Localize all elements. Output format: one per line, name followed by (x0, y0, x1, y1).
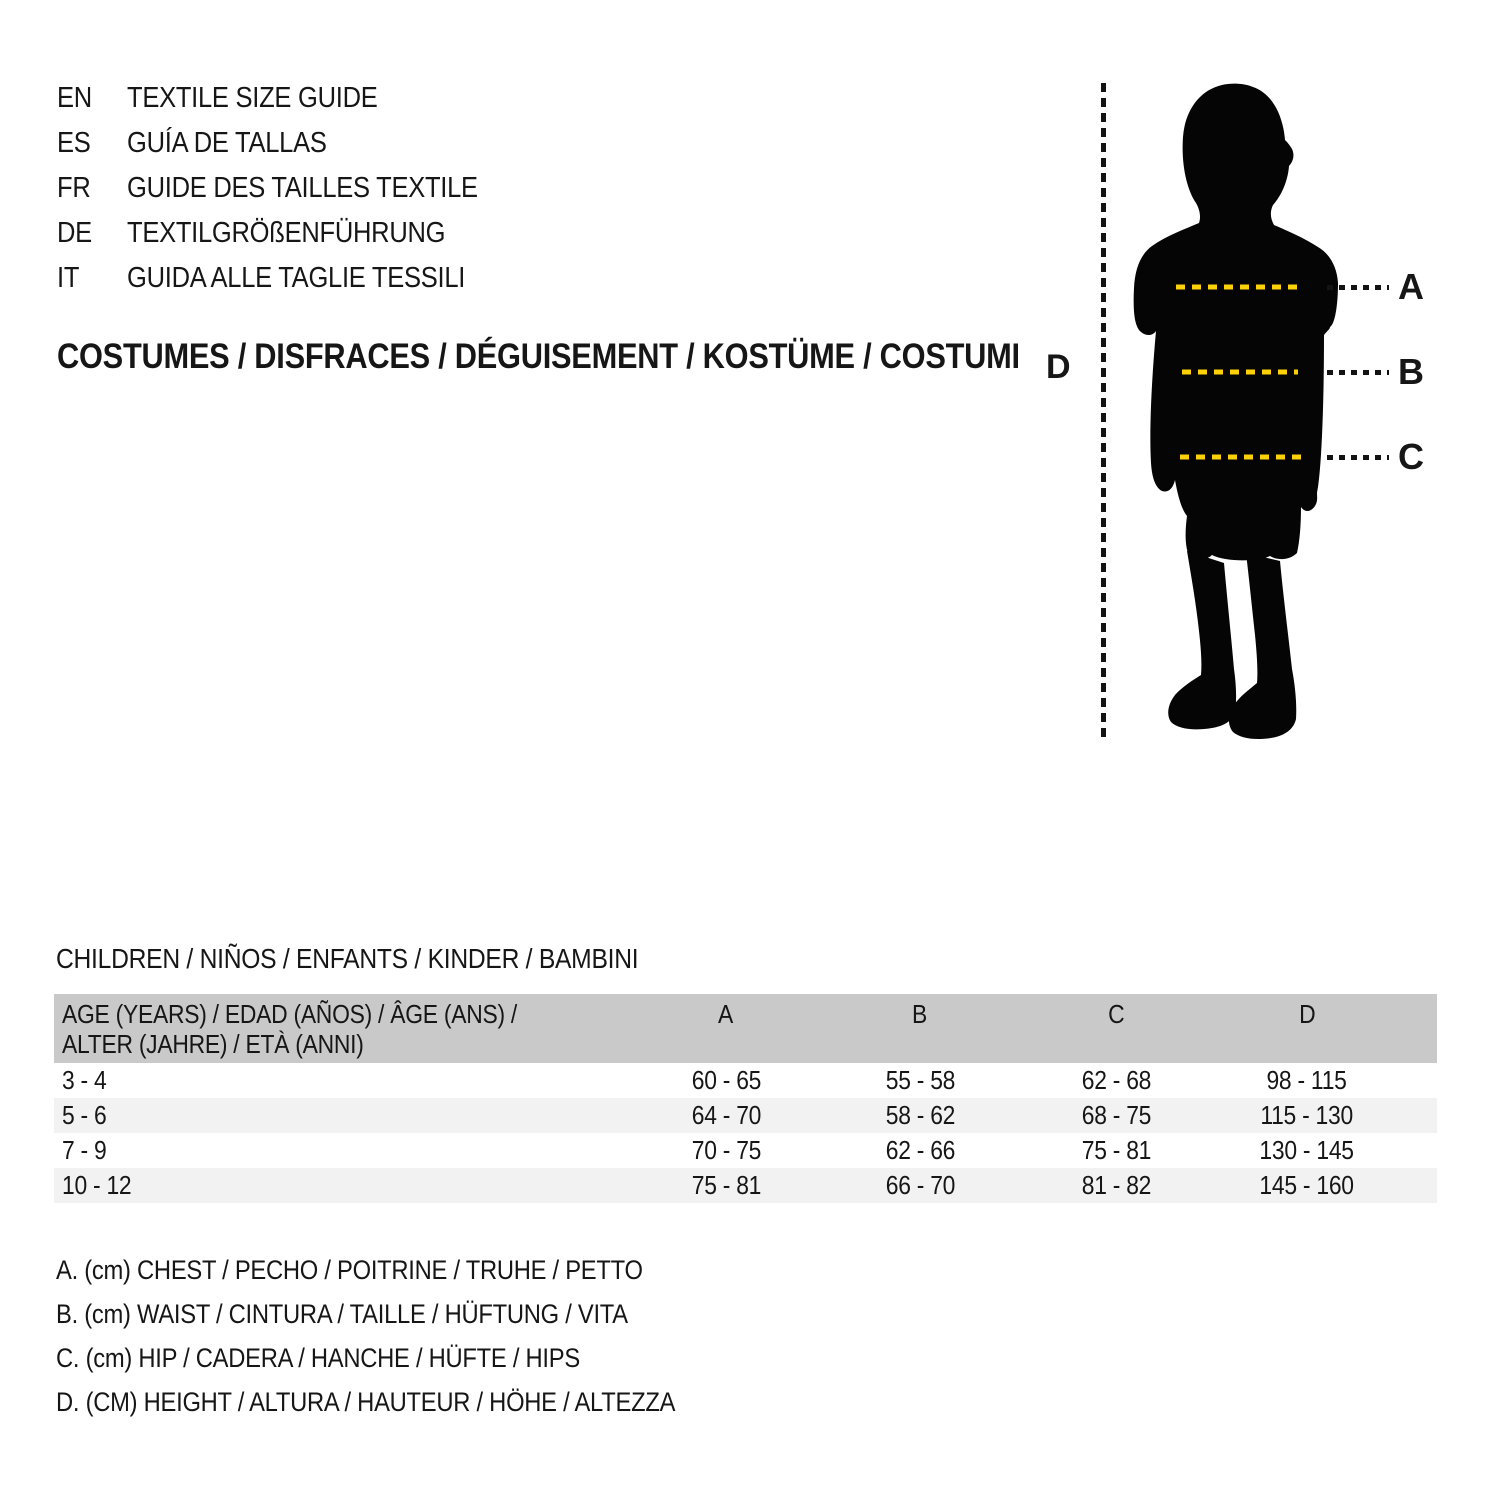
cell-chest (667, 1063, 785, 1098)
header-col-d-text: D (1298, 999, 1316, 1029)
cell-waist (785, 1133, 1055, 1168)
cell-hip-text: 68 - 75 (1081, 1100, 1151, 1130)
cell-chest-text: 60 - 65 (691, 1065, 761, 1095)
category-title (57, 337, 1151, 377)
language-label: GUIDE DES TAILLES TEXTILE (127, 172, 478, 204)
measure-label-a-text: A (1398, 266, 1424, 307)
language-label: TEXTILE SIZE GUIDE (127, 82, 378, 114)
language-code-text: DE (57, 217, 92, 249)
language-label: GUIDA ALLE TAGLIE TESSILI (127, 262, 466, 294)
cell-chest (667, 1133, 785, 1168)
category-title-text: COSTUMES / DISFRACES / DÉGUISEMENT / KOSTÜME / COSTUMI (57, 337, 1020, 376)
language-row-fr (57, 166, 526, 211)
header-col-c (1055, 994, 1177, 1063)
table-row-10-12 (54, 1168, 1437, 1203)
cell-hip-text: 62 - 68 (1081, 1065, 1151, 1095)
language-code (57, 211, 127, 256)
measure-connector-b (1327, 370, 1389, 375)
legend-line-hip (56, 1336, 760, 1380)
silhouette-left-leg (1168, 551, 1236, 729)
legend-line-height (56, 1380, 760, 1424)
legend-line-height-text: D. (CM) HEIGHT / ALTURA / HAUTEUR / HÖHE / ALTEZZA (56, 1387, 676, 1417)
legend-line-chest-text: A. (cm) CHEST / PECHO / POITRINE / TRUHE / PETTO (56, 1255, 643, 1285)
cell-waist-text: 55 - 58 (885, 1065, 955, 1095)
legend-line-waist-text: B. (cm) WAIST / CINTURA / TAILLE / HÜFTUNG / VITA (56, 1299, 628, 1329)
language-row-de (57, 211, 526, 256)
header-col-b (785, 994, 1055, 1063)
cell-height-text: 98 - 115 (1266, 1065, 1348, 1095)
language-row-es (57, 121, 526, 166)
header-col-a (667, 994, 785, 1063)
cell-waist-text: 58 - 62 (885, 1100, 955, 1130)
header-col-a-text: A (718, 999, 734, 1029)
cell-age-text: 7 - 9 (62, 1135, 107, 1165)
language-code-text: IT (57, 262, 80, 294)
header-col-c-text: C (1107, 999, 1125, 1029)
cell-chest (667, 1098, 785, 1133)
cell-chest-text: 75 - 81 (691, 1170, 761, 1200)
child-silhouette (1090, 83, 1410, 743)
header-age-line2: ALTER (JAHRE) / ETÀ (ANNI) (62, 1029, 364, 1059)
cell-height (1177, 1133, 1437, 1168)
silhouette-right-leg (1229, 553, 1296, 739)
language-code-text: ES (57, 127, 91, 159)
cell-age (54, 1168, 667, 1203)
cell-waist (785, 1168, 1055, 1203)
language-code-text: FR (57, 172, 91, 204)
measure-label-b-text: B (1398, 351, 1424, 392)
cell-height (1177, 1063, 1437, 1098)
cell-height (1177, 1098, 1437, 1133)
cell-age-text: 3 - 4 (62, 1065, 107, 1095)
legend-line-waist (56, 1292, 760, 1336)
measure-label-c (1398, 436, 1424, 478)
cell-age-text: 5 - 6 (62, 1100, 107, 1130)
language-row-en (57, 76, 526, 121)
language-code (57, 76, 127, 121)
legend-line-hip-text: C. (cm) HIP / CADERA / HANCHE / HÜFTE / HIPS (56, 1343, 580, 1373)
header-col-b-text: B (912, 999, 928, 1029)
language-code (57, 166, 127, 211)
header-age-label (54, 994, 667, 1063)
cell-age-text: 10 - 12 (62, 1170, 132, 1200)
cell-chest-text: 64 - 70 (691, 1100, 761, 1130)
height-label-d (1046, 348, 1071, 387)
language-code (57, 256, 127, 301)
size-table (54, 994, 1437, 1203)
language-label: GUÍA DE TALLAS (127, 127, 327, 159)
cell-hip (1055, 1063, 1177, 1098)
header-age-line1: AGE (YEARS) / EDAD (AÑOS) / ÂGE (ANS) / (62, 999, 518, 1029)
cell-hip (1055, 1168, 1177, 1203)
measure-label-b (1398, 351, 1424, 393)
height-label-d-text: D (1046, 348, 1071, 386)
silhouette-body (1134, 84, 1338, 561)
table-section-title-text: CHILDREN / NIÑOS / ENFANTS / KINDER / BAMBINI (56, 943, 639, 974)
cell-height-text: 130 - 145 (1259, 1135, 1355, 1165)
cell-age (54, 1063, 667, 1098)
cell-height-text: 145 - 160 (1259, 1170, 1355, 1200)
table-header (54, 994, 1437, 1063)
cell-hip (1055, 1133, 1177, 1168)
measure-connector-a (1327, 285, 1389, 290)
language-row-it (57, 256, 526, 301)
cell-chest (667, 1168, 785, 1203)
measure-legend (56, 1248, 760, 1424)
language-list (57, 76, 526, 301)
cell-hip (1055, 1098, 1177, 1133)
cell-age (54, 1098, 667, 1133)
cell-hip-text: 81 - 82 (1081, 1170, 1151, 1200)
cell-height-text: 115 - 130 (1260, 1100, 1354, 1130)
table-row-3-4 (54, 1063, 1437, 1098)
measure-label-a (1398, 266, 1424, 308)
cell-waist-text: 66 - 70 (885, 1170, 955, 1200)
table-body (54, 1063, 1437, 1203)
language-code-text: EN (57, 82, 92, 114)
cell-age (54, 1133, 667, 1168)
header-col-d (1177, 994, 1437, 1063)
table-row-7-9 (54, 1133, 1437, 1168)
cell-height (1177, 1168, 1437, 1203)
measure-label-c-text: C (1398, 436, 1424, 477)
language-label: TEXTILGRÖßENFÜHRUNG (127, 217, 446, 249)
cell-chest-text: 70 - 75 (691, 1135, 761, 1165)
cell-waist-text: 62 - 66 (885, 1135, 955, 1165)
cell-waist (785, 1063, 1055, 1098)
table-section-title (56, 943, 718, 975)
table-row-5-6 (54, 1098, 1437, 1133)
measure-connector-c (1327, 455, 1389, 460)
cell-waist (785, 1098, 1055, 1133)
legend-line-chest (56, 1248, 760, 1292)
language-code (57, 121, 127, 166)
cell-hip-text: 75 - 81 (1081, 1135, 1151, 1165)
